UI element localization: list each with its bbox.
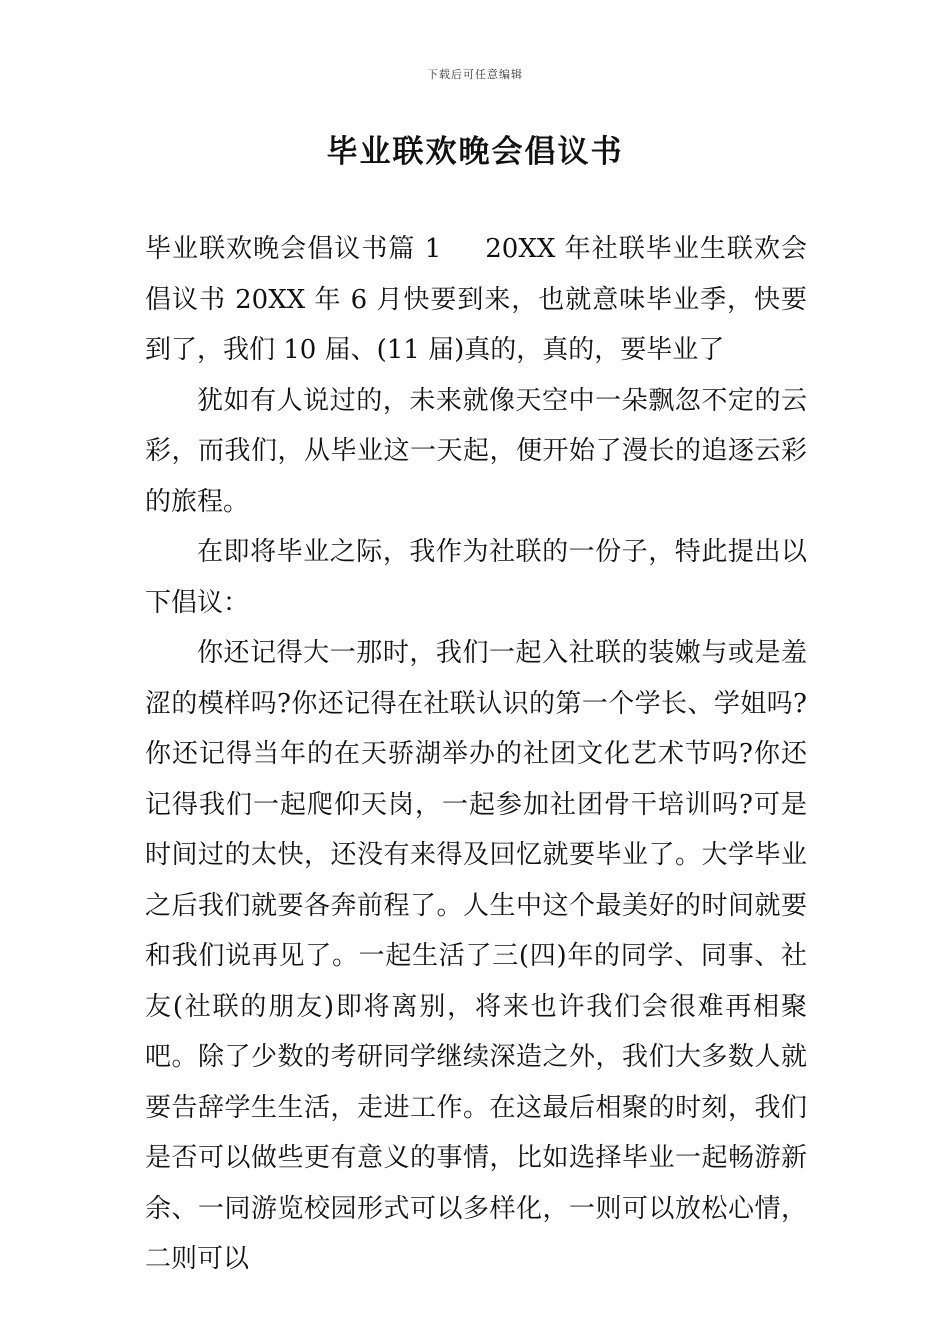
paragraph-2: 犹如有人说过的，未来就像天空中一朵飘忽不定的云彩，而我们，从毕业这一天起，便开始了漫长的追逐云彩的旅程。: [145, 385, 807, 517]
paragraph-1-rest: 20XX 年社联毕业生联欢会倡议书 20XX 年 6 月快要到来，也就意味毕业季，快要到了，我们 10 届、(11 届)真的，真的，要毕业了: [145, 234, 807, 365]
paragraph-4: 你还记得大一那时，我们一起入社联的装嫩与或是羞涩的模样吗?你还记得在社联认识的第一个学长、学姐吗?你还记得当年的在天骄湖举办的社团文化艺术节吗?你还记得我们一起爬仰天岗，一起参加社团骨干培训吗?可是时间过的太快，还没有来得及回忆就要毕业了。大学毕业之后我们就要各奔前程了。人生中这个最美好的时间就要和我们说再见了。一起生活了三(四)年的同学、同事、社友(社联的朋友)即将离别，将来也许我们会很难再相聚吧。除了少数的考研同学继续深造之外，我们大多数人就要告辞学生生活，走进工作。在这最后相聚的时刻，我们是否可以做些更有意义的事情，比如选择毕业一起畅游新余、一同游览校园形式可以多样化，一则可以放松心情，二则可以: [145, 638, 807, 1274]
header-note: 下载后可任意编辑: [427, 68, 523, 81]
paragraph-3: 在即将毕业之际，我作为社联的一份子，特此提出以下倡议：: [145, 537, 807, 618]
document-title: 毕业联欢晚会倡议书: [326, 134, 624, 170]
paragraph-1: [145, 224, 807, 376]
paragraph-1-lead: 毕业联欢晚会倡议书篇 1: [145, 234, 442, 264]
document-body: [145, 224, 807, 1285]
